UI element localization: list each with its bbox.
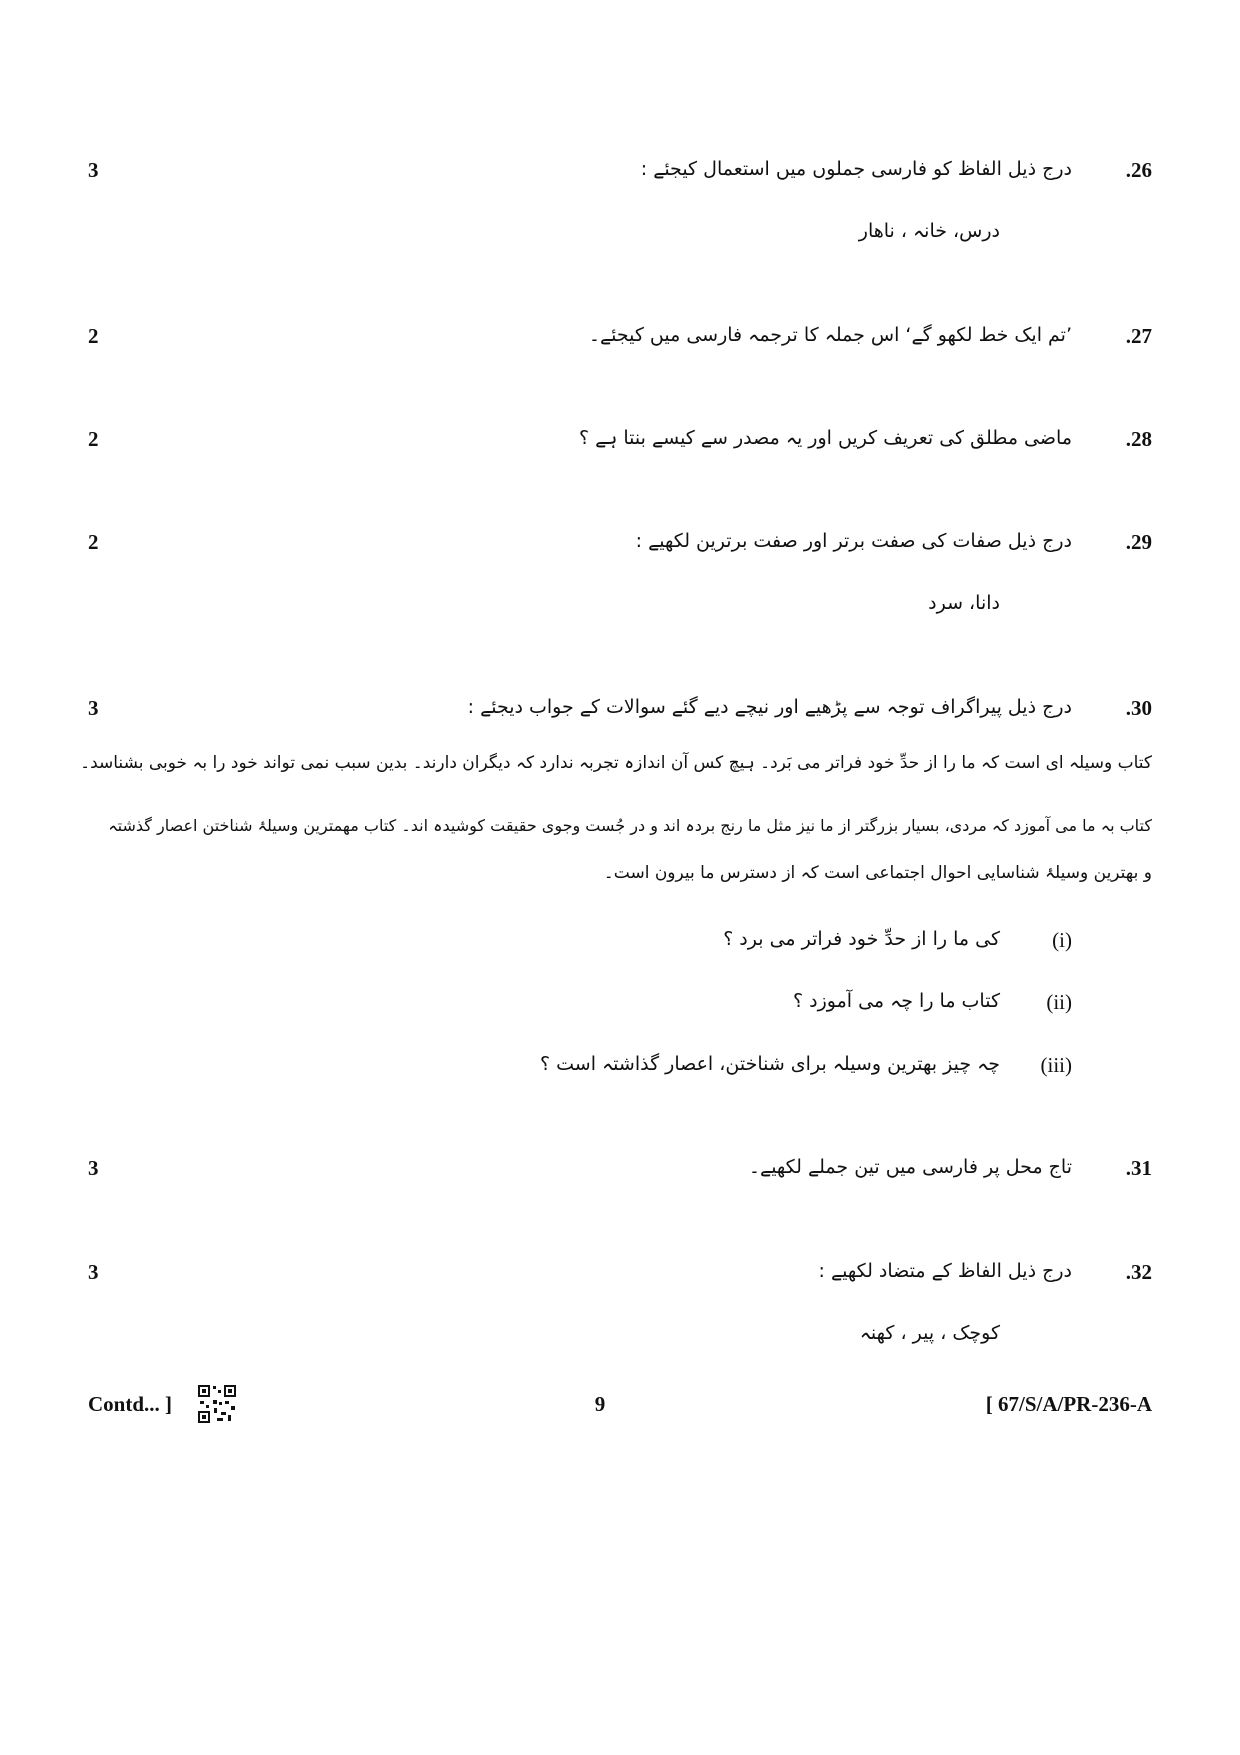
passage-paragraph-1: کتاب وسیلہ ای است کہ ما را از حدِّ خود فراتر می بَرد۔ ہیچ کس آن اندازہ تجربہ ندارد کہ دیگران دارند۔ بدین سبب نمی تواند خود را بہ خوبی بشناسد۔ [80, 753, 1152, 773]
question-text-30: درج ذیل پیراگراف توجہ سے پڑھیے اور نیچے دیے گئے سوالات کے جواب دیجئے : [467, 696, 1072, 718]
question-text-28: ماضی مطلق کی تعریف کریں اور یہ مصدر سے کیسے بنتا ہے ؟ [578, 427, 1072, 449]
footer-contd: Contd... ] [88, 1392, 173, 1416]
subquestion-text-i: کی ما را از حدِّ خود فراتر می برد ؟ [723, 928, 1000, 950]
question-number-31: .31 [1125, 1156, 1152, 1180]
question-number-32: .32 [1125, 1260, 1152, 1284]
marks-30: 3 [88, 696, 99, 720]
question-number-26: .26 [1125, 158, 1152, 182]
marks-27: 2 [88, 324, 99, 348]
question-number-27: .27 [1125, 324, 1152, 348]
question-text-31: تاج محل پر فارسی میں تین جملے لکھیے۔ [748, 1156, 1072, 1178]
question-text-29: درج ذیل صفات کی صفت برتر اور صفت برترین لکھیے : [635, 530, 1072, 552]
subquestion-text-iii: چہ چیز بھترین وسیلہ برای شناختن، اعصار گذاشتہ است ؟ [540, 1053, 1000, 1075]
question-words-32: کوچک ، پیر ، کھنہ [859, 1322, 1000, 1344]
qr-code-icon [197, 1384, 237, 1424]
marks-31: 3 [88, 1156, 99, 1180]
passage-paragraph-2-line-1: کتاب بہ ما می آموزد کہ مردی، بسیار بزرگتر از ما نیز مثل ما رنج بردہ اند و در جُست وجوی حقیقت کوشیدہ اند۔ کتاب مھمترین وسیلۂ شناختن اعصار گذشتہ [108, 816, 1152, 835]
question-text-27: ’تم ایک خط لکھو گے‘ اس جملہ کا ترجمہ فارسی میں کیجئے۔ [588, 324, 1072, 346]
subquestion-text-ii: کتاب ما را چہ می آموزد ؟ [793, 990, 1000, 1012]
question-number-30: .30 [1125, 696, 1152, 720]
page-number: 9 [594, 1392, 606, 1416]
marks-28: 2 [88, 427, 99, 451]
subquestion-number-i: (i) [1052, 928, 1072, 952]
marks-26: 3 [88, 158, 99, 182]
question-text-26: درج ذیل الفاظ کو فارسی جملوں میں استعمال کیجئے : [640, 158, 1072, 180]
passage-paragraph-2-line-2: و بھترین وسیلۂ شناسایی احوال اجتماعی است کہ از دسترس ما بیرون است۔ [603, 863, 1152, 883]
question-number-29: .29 [1125, 530, 1152, 554]
question-number-28: .28 [1125, 427, 1152, 451]
question-words-26: درس، خانہ ، ناھار [858, 220, 1000, 242]
question-words-29: دانا، سرد [928, 592, 1000, 614]
subquestion-number-iii: (iii) [1040, 1053, 1072, 1077]
paper-code: [ 67/S/A/PR-236-A [985, 1392, 1152, 1416]
question-text-32: درج ذیل الفاظ کے متضاد لکھیے : [818, 1260, 1072, 1282]
marks-29: 2 [88, 530, 99, 554]
marks-32: 3 [88, 1260, 99, 1284]
subquestion-number-ii: (ii) [1046, 990, 1072, 1014]
